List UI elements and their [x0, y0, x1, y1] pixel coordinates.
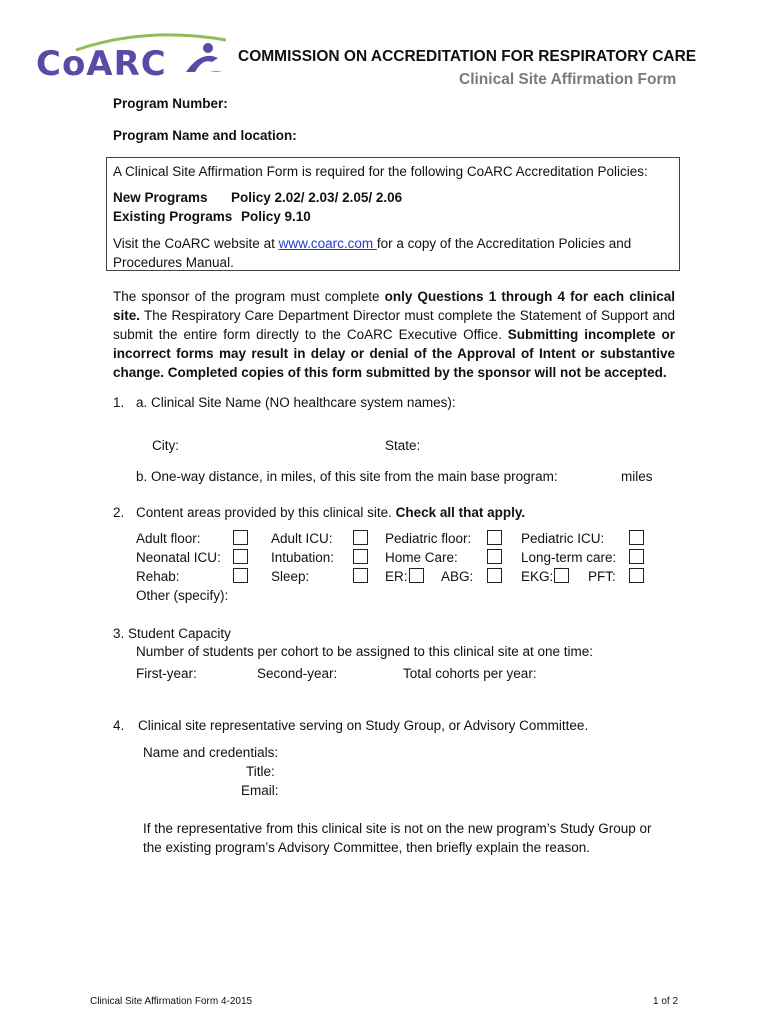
instr-p2: The Respiratory Care Department Director must complete the Statement of Support and submit the entire form directly to the CoARC Executive Office. [113, 308, 675, 342]
instr-p1-bold: only Questions 1 through 4 for each clinical site. [113, 289, 675, 323]
visit-line [113, 234, 631, 253]
q1-miles-label: miles [621, 469, 653, 484]
er-checkbox[interactable] [409, 568, 424, 583]
q4-note-line-1: If the representative from this clinical site is not on the new program’s Study Group or [143, 821, 652, 836]
visit-text-after: for a copy of the Accreditation Policies and [376, 236, 632, 251]
q4-label: Clinical site representative serving on Study Group, or Advisory Committee. [138, 718, 589, 733]
program-number-label: Program Number: [113, 96, 228, 111]
rehab-checkbox[interactable] [233, 568, 248, 583]
q1-distance-label: b. One-way distance, in miles, of this site from the main base program: [136, 469, 558, 484]
q2-label-text: Content areas provided by this clinical site. [136, 505, 396, 520]
q2-check-all: Check all that apply. [395, 505, 526, 520]
q2-label [136, 503, 525, 522]
q3-title: 3. Student Capacity [113, 626, 231, 641]
intubation-checkbox[interactable] [353, 549, 368, 564]
email-label: Email: [241, 783, 279, 798]
neonatal-icu-checkbox[interactable] [233, 549, 248, 564]
new-programs-label: New Programs [113, 190, 208, 205]
name-credentials-label: Name and credentials: [143, 745, 279, 760]
pediatric-floor-checkbox[interactable] [487, 530, 502, 545]
home-care-checkbox[interactable] [487, 549, 502, 564]
q4-note-line-2: the existing program’s Advisory Committee, then briefly explain the reason. [143, 840, 590, 855]
adult-floor-label: Adult floor: [136, 531, 201, 546]
second-year-label: Second-year: [257, 666, 338, 681]
title-label: Title: [246, 764, 275, 779]
q1-site-name-label: a. Clinical Site Name (NO healthcare system names): [136, 395, 456, 410]
q1-number: 1. [113, 395, 125, 410]
abg-label: ABG: [441, 569, 474, 584]
policy-intro: A Clinical Site Affirmation Form is required for the following CoARC Accreditation Policies: [113, 164, 648, 179]
pediatric-icu-checkbox[interactable] [629, 530, 644, 545]
q4-number: 4. [113, 718, 125, 733]
existing-programs-label: Existing Programs [113, 209, 233, 224]
adult-icu-checkbox[interactable] [353, 530, 368, 545]
visit-text-before: Visit the CoARC website at [113, 236, 279, 251]
existing-programs-policy: Policy 9.10 [241, 209, 311, 224]
coarc-website-link[interactable]: www.coarc.com [278, 236, 377, 251]
er-label: ER: [385, 569, 408, 584]
new-programs-policy: Policy 2.02/ 2.03/ 2.05/ 2.06 [231, 190, 403, 205]
other-specify-label: Other (specify): [136, 588, 229, 603]
footer-page-number: 1 of 2 [653, 996, 679, 1007]
q1-state-label: State: [385, 438, 421, 453]
long-term-care-checkbox[interactable] [629, 549, 644, 564]
instr-p2-bold: Submitting incomplete or incorrect forms may result in delay or denial of the Approval of Intent or substantive change. Completed copies of this form submitted by the sponsor will not be accepted. [113, 327, 675, 380]
pft-label: PFT: [588, 569, 616, 584]
long-term-care-label: Long-term care: [521, 550, 617, 565]
instructions-paragraph [113, 287, 675, 382]
first-year-label: First-year: [136, 666, 197, 681]
pediatric-icu-label: Pediatric ICU: [521, 531, 605, 546]
abg-checkbox[interactable] [487, 568, 502, 583]
footer-form-id: Clinical Site Affirmation Form 4-2015 [90, 996, 253, 1007]
form-title: Clinical Site Affirmation Form [459, 71, 677, 88]
org-title: COMMISSION ON ACCREDITATION FOR RESPIRATORY CARE [238, 48, 697, 65]
total-cohorts-label: Total cohorts per year: [403, 666, 537, 681]
program-name-label: Program Name and location: [113, 128, 297, 143]
coarc-logo [36, 44, 226, 84]
rehab-label: Rehab: [136, 569, 180, 584]
q2-number: 2. [113, 505, 125, 520]
q1-city-label: City: [152, 438, 179, 453]
sleep-label: Sleep: [271, 569, 310, 584]
ekg-label: EKG: [521, 569, 554, 584]
home-care-label: Home Care: [385, 550, 458, 565]
logo-text: CoARC [36, 44, 167, 84]
ekg-checkbox[interactable] [554, 568, 569, 583]
neonatal-icu-label: Neonatal ICU: [136, 550, 221, 565]
adult-floor-checkbox[interactable] [233, 530, 248, 545]
intubation-label: Intubation: [271, 550, 335, 565]
pft-checkbox[interactable] [629, 568, 644, 583]
adult-icu-label: Adult ICU: [271, 531, 333, 546]
pediatric-floor-label: Pediatric floor: [385, 531, 472, 546]
q3-description: Number of students per cohort to be assigned to this clinical site at one time: [136, 644, 593, 659]
sleep-checkbox[interactable] [353, 568, 368, 583]
visit-line-2: Procedures Manual. [113, 255, 234, 270]
instr-p1: The sponsor of the program must complete [113, 289, 385, 304]
